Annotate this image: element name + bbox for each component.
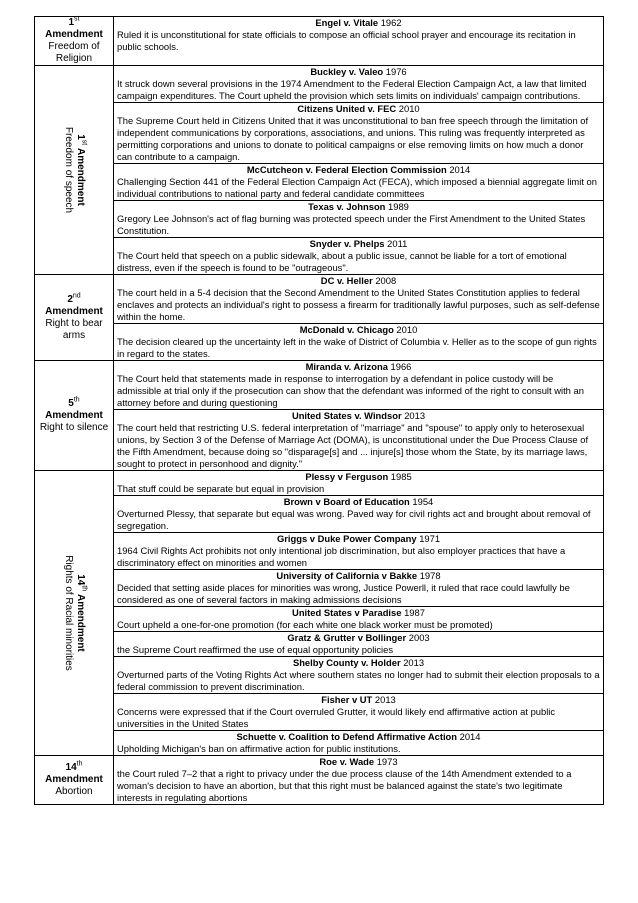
case-summary: The court held in a 5-4 decision that the Second Amendment to the United States Constitution applies to federal enclaves and protects an individual's right to possess a firearm for traditionally lawful purposes, such as self-defense within the home.	[117, 287, 600, 322]
case-summary: The Supreme Court held in Citizens United that it was unconstitutional to ban free speech through the limitation of independent communications by corporations, associations, and unions. This ruling was frequently interpreted as permitting corporations and unions to donate to political campaigns or else removing limits on how much a donor can contribute to a campaign.	[117, 115, 589, 162]
amendment-name: Amendment	[45, 305, 103, 317]
case-title	[117, 471, 600, 483]
case-title	[117, 164, 600, 176]
table-row	[35, 471, 604, 496]
case-summary: Challenging Section 441 of the Federal Election Campaign Act (FECA), which imposed a biennial aggregate limit on individual contributions to national party and federal candidate committees	[117, 176, 597, 199]
amendment-ordinal: nd	[72, 292, 81, 300]
amendment-topic: Abortion	[55, 786, 93, 797]
case-title	[117, 632, 600, 644]
case-title	[117, 324, 600, 336]
case-summary: Overturned parts of the Voting Rights Act where southern states no longer had to submit their election proposals to a federal commission to prevent discrimination.	[117, 669, 600, 692]
amendment-cell	[35, 66, 114, 275]
case-year: 1962	[380, 17, 402, 28]
table-row	[35, 66, 604, 103]
case-cell	[114, 756, 604, 805]
case-title	[117, 275, 600, 287]
case-year: 1966	[390, 361, 412, 372]
case-summary: The Court held that statements made in response to interrogation by a defendant in police custody will be admissible at trial only if the prosecution can show that the defendant was informed of the right to consult with an attorney before and during questioning	[117, 373, 584, 408]
case-name: Snyder v. Phelps	[309, 238, 385, 249]
case-cell	[114, 632, 604, 657]
table-row	[35, 361, 604, 410]
amendment-label-vertical	[62, 555, 86, 671]
case-cell	[114, 361, 604, 410]
table-row	[35, 632, 604, 657]
amendment-cell	[35, 756, 114, 805]
case-year: 2013	[403, 657, 425, 668]
amendment-topic: Freedom of speech	[63, 126, 74, 214]
amendment-number: 14	[65, 762, 77, 773]
amendment-topic: Rights of Racial minorities	[63, 555, 74, 671]
case-cell	[114, 607, 604, 632]
amendment-name: Amendment	[45, 774, 103, 785]
case-year: 1987	[404, 607, 425, 618]
case-cell	[114, 657, 604, 694]
amendment-number: 2	[67, 293, 73, 305]
case-title	[117, 570, 600, 582]
amendment-ordinal: th	[73, 396, 80, 404]
case-year: 1978	[419, 570, 441, 581]
table-row	[35, 657, 604, 694]
table-row	[35, 570, 604, 607]
case-name: Plessy v Ferguson	[305, 471, 389, 482]
case-name: United States v. Windsor	[291, 410, 402, 421]
case-name: Schuette v. Coalition to Defend Affirmative Action	[236, 731, 458, 742]
table-row	[35, 607, 604, 632]
case-summary: That stuff could be separate but equal in provision	[117, 483, 325, 494]
case-cell	[114, 17, 604, 66]
amendment-name: Amendment	[75, 593, 86, 652]
case-title	[117, 201, 600, 213]
table-row	[35, 275, 604, 324]
case-title	[117, 66, 600, 78]
case-title	[117, 533, 600, 545]
case-title	[117, 496, 600, 508]
table-row	[35, 731, 604, 756]
amendment-name: Amendment	[45, 409, 103, 421]
case-name: McDonald v. Chicago	[299, 324, 394, 335]
case-cell	[114, 694, 604, 731]
amendment-cell	[35, 361, 114, 471]
table-row	[35, 496, 604, 533]
case-name: Roe v. Wade	[319, 756, 375, 767]
case-year: 1971	[419, 533, 441, 544]
case-title	[117, 17, 600, 29]
case-title	[117, 103, 600, 115]
case-year: 2014	[449, 164, 471, 175]
amendment-cell	[35, 17, 114, 66]
case-title	[117, 657, 600, 669]
case-year: 1985	[390, 471, 412, 482]
case-summary: the Court ruled 7–2 that a right to privacy under the due process clause of the 14th Amendment extended to a woman's decision to have an abortion, but that this right must be balanced against the state's two legitimate interests in regulating abortions	[117, 768, 572, 803]
case-year: 2008	[375, 275, 397, 286]
case-year: 2010	[396, 324, 418, 335]
case-cell	[114, 103, 604, 164]
case-cell	[114, 410, 604, 471]
case-cell	[114, 238, 604, 275]
case-name: Texas v. Johnson	[308, 201, 386, 212]
case-cell	[114, 496, 604, 533]
amendment-ordinal: st	[74, 15, 80, 23]
case-title	[117, 361, 600, 373]
case-summary: Court upheld a one-for-one promotion (for each white one black worker must be promoted)	[117, 619, 493, 630]
table-row	[35, 694, 604, 731]
case-summary: The court held that restricting U.S. federal interpretation of "marriage" and "spouse" to apply only to heterosexual unions, by Section 3 of the Defense of Marriage Act (DOMA), is unconstitutional under the Due Process Clause of the Fifth Amendment, because doing so "disparage[s] and ... injure[s] those whom the State, by its marriage laws, sought to protect in personhood and dignity."	[117, 422, 589, 469]
amendment-ordinal: th	[80, 585, 88, 592]
case-name: DC v. Heller	[320, 275, 373, 286]
case-cell	[114, 66, 604, 103]
table-row	[35, 238, 604, 275]
case-year: 1973	[376, 756, 398, 767]
case-summary: Decided that setting aside places for minorities was wrong, Justice Powerll, it ruled that race could lawfully be considered as one of several factors in making admissions decisions	[117, 582, 570, 605]
case-year: 1989	[388, 201, 409, 212]
case-name: Buckley v. Valeo	[310, 66, 384, 77]
case-title	[117, 410, 600, 422]
case-year: 2011	[387, 238, 408, 249]
table-row	[35, 756, 604, 805]
case-year: 2010	[398, 103, 420, 114]
amendment-ordinal: st	[80, 139, 88, 146]
case-year: 2003	[408, 632, 430, 643]
case-title	[117, 731, 600, 743]
amendment-cell	[35, 275, 114, 361]
case-summary: Concerns were expressed that if the Court overruled Grutter, it would likely end affirmative action at public universities in the United States	[117, 706, 556, 729]
amendment-topic: Right to silence	[39, 421, 109, 433]
case-title	[117, 756, 600, 768]
case-cell	[114, 201, 604, 238]
case-cell	[114, 324, 604, 361]
amendment-topic: Right to bear arms	[45, 317, 103, 341]
case-name: Gratz & Grutter v Bollinger	[287, 632, 407, 643]
table-row	[35, 324, 604, 361]
amendment-number: 1	[68, 17, 75, 28]
amendment-number: 14	[75, 574, 86, 586]
case-name: McCutcheon v. Federal Election Commission	[246, 164, 447, 175]
amendment-name: Amendment	[75, 147, 86, 206]
amendment-number: 1	[75, 134, 86, 140]
case-name: University of California v Bakke	[276, 570, 418, 581]
case-year: 2013	[374, 694, 396, 705]
table-row	[35, 410, 604, 471]
case-title	[117, 238, 600, 250]
case-name: Brown v Board of Education	[283, 496, 410, 507]
case-name: Miranda v. Arizona	[305, 361, 388, 372]
case-year: 2013	[404, 410, 426, 421]
court-cases-table	[34, 16, 604, 805]
table-row	[35, 17, 604, 66]
case-year: 1976	[385, 66, 407, 77]
case-summary: It struck down several provisions in the 1974 Amendment to the Federal Election Campaign Act, a law that limited campaign expenditures. The Court upheld the provision which sets limits on individuals' campaign contributions.	[117, 78, 587, 101]
case-name: Shelby County v. Holder	[292, 657, 401, 668]
amendment-name: Amendment	[45, 29, 103, 40]
case-name: United States v Paradise	[292, 607, 402, 618]
case-title	[117, 607, 600, 619]
table-row	[35, 103, 604, 164]
case-cell	[114, 533, 604, 570]
amendment-ordinal: th	[76, 760, 83, 768]
case-name: Citizens United v. FEC	[297, 103, 397, 114]
case-summary: Gregory Lee Johnson's act of flag burning was protected speech under the First Amendment to the United States Constitution.	[117, 213, 586, 236]
table-body	[35, 17, 604, 805]
case-cell	[114, 731, 604, 756]
case-year: 1954	[412, 496, 434, 507]
case-summary: Overturned Plessy, that separate but equal was wrong. Paved way for civil rights act and brought about removal of segregation.	[117, 508, 591, 531]
case-title	[117, 694, 600, 706]
case-cell	[114, 164, 604, 201]
case-name: Fisher v UT	[321, 694, 373, 705]
case-summary: The Court held that speech on a public sidewalk, about a public issue, cannot be liable for a tort of emotional distress, even if the speech is found to be "outrageous".	[117, 250, 567, 273]
case-summary: The decision cleared up the uncertainty left in the wake of District of Columbia v. Heller as to the scope of gun rights in regard to the states.	[117, 336, 597, 359]
amendment-label-vertical	[62, 127, 86, 213]
case-cell	[114, 275, 604, 324]
table-row	[35, 533, 604, 570]
amendment-cell	[35, 471, 114, 756]
case-name: Engel v. Vitale	[315, 17, 379, 28]
table-row	[35, 201, 604, 238]
case-cell	[114, 570, 604, 607]
case-year: 2014	[459, 731, 481, 742]
amendment-topic: Freedom of Religion	[48, 41, 100, 64]
case-cell	[114, 471, 604, 496]
case-summary: 1964 Civil Rights Act prohibits not only intentional job discrimination, but also employer practices that have a discriminatory effect on minorities and women	[117, 545, 566, 568]
amendment-number: 5	[68, 397, 74, 409]
case-summary: the Supreme Court reaffirmed the use of equal opportunity policies	[117, 644, 394, 655]
case-summary: Upholding Michigan's ban on affirmative action for public institutions.	[117, 743, 401, 754]
table-row	[35, 164, 604, 201]
case-name: Griggs v Duke Power Company	[276, 533, 417, 544]
case-summary: Ruled it is unconstitutional for state officials to compose an official school prayer and encourage its recitation in public schools.	[117, 29, 576, 52]
